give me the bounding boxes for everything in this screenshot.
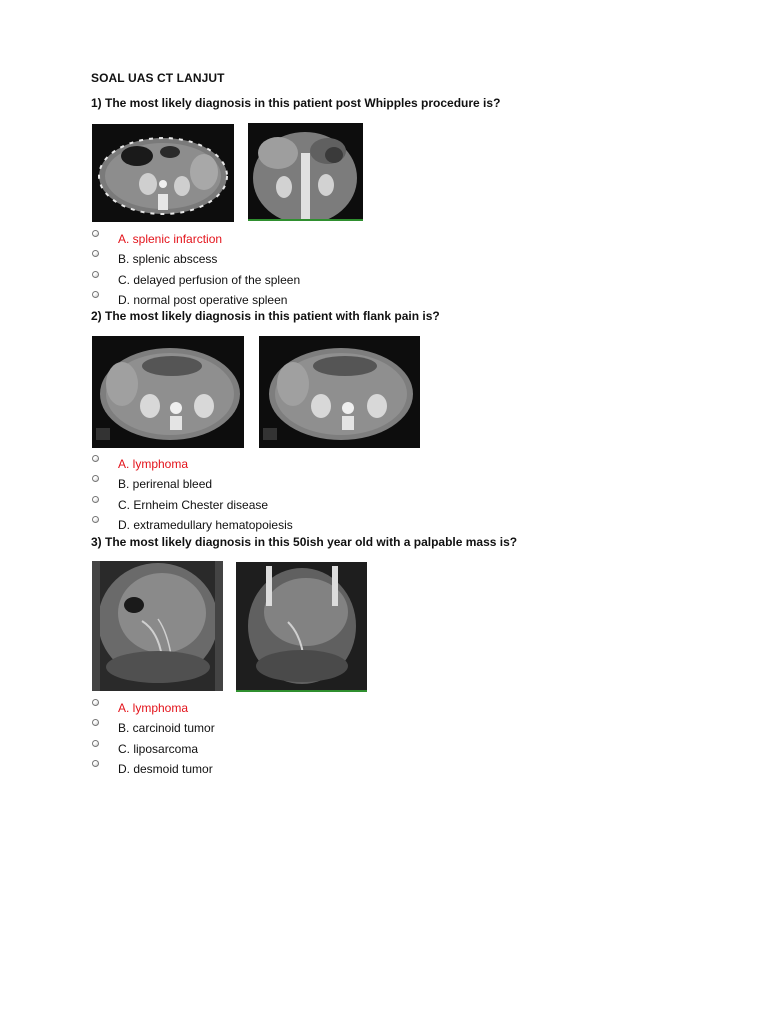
- option-label: D. normal post operative spleen: [118, 293, 288, 308]
- question-2-text: 2) The most likely diagnosis in this patient with flank pain is?: [91, 309, 440, 323]
- radio-icon[interactable]: [92, 250, 99, 257]
- radio-icon[interactable]: [92, 271, 99, 278]
- question-1-text: 1) The most likely diagnosis in this patient post Whipples procedure is?: [91, 96, 501, 110]
- option-label: A. splenic infarction: [118, 232, 223, 246]
- option-label: C. liposarcoma: [118, 741, 199, 756]
- option-label: D. desmoid tumor: [118, 762, 213, 777]
- option-label: B. carcinoid tumor: [118, 721, 215, 736]
- radio-icon[interactable]: [92, 496, 99, 503]
- radio-icon[interactable]: [92, 699, 99, 706]
- ct-image-q1-axial: [92, 124, 234, 222]
- option-label: B. perirenal bleed: [118, 477, 213, 492]
- ct-image-q2-axial-1: [92, 336, 244, 448]
- option-label: A. lymphoma: [118, 701, 189, 715]
- radio-icon[interactable]: [92, 516, 99, 523]
- ct-image-q2-axial-2: [259, 336, 420, 448]
- option-label: C. delayed perfusion of the spleen: [118, 272, 301, 287]
- ct-image-q3-coronal-1: [92, 561, 223, 691]
- option-label: B. splenic abscess: [118, 252, 218, 267]
- radio-icon[interactable]: [92, 740, 99, 747]
- ct-image-q3-coronal-2: [236, 562, 367, 692]
- question-3-text: 3) The most likely diagnosis in this 50ish year old with a palpable mass is?: [91, 535, 518, 549]
- radio-icon[interactable]: [92, 760, 99, 767]
- radio-icon[interactable]: [92, 455, 99, 462]
- option-label: C. Ernheim Chester disease: [118, 497, 269, 512]
- radio-icon[interactable]: [92, 475, 99, 482]
- document-title: SOAL UAS CT LANJUT: [91, 71, 225, 85]
- radio-icon[interactable]: [92, 291, 99, 298]
- option-label: A. lymphoma: [118, 457, 189, 471]
- radio-icon[interactable]: [92, 230, 99, 237]
- option-label: D. extramedullary hematopoiesis: [118, 518, 293, 533]
- ct-image-q1-coronal: [248, 123, 363, 221]
- radio-icon[interactable]: [92, 719, 99, 726]
